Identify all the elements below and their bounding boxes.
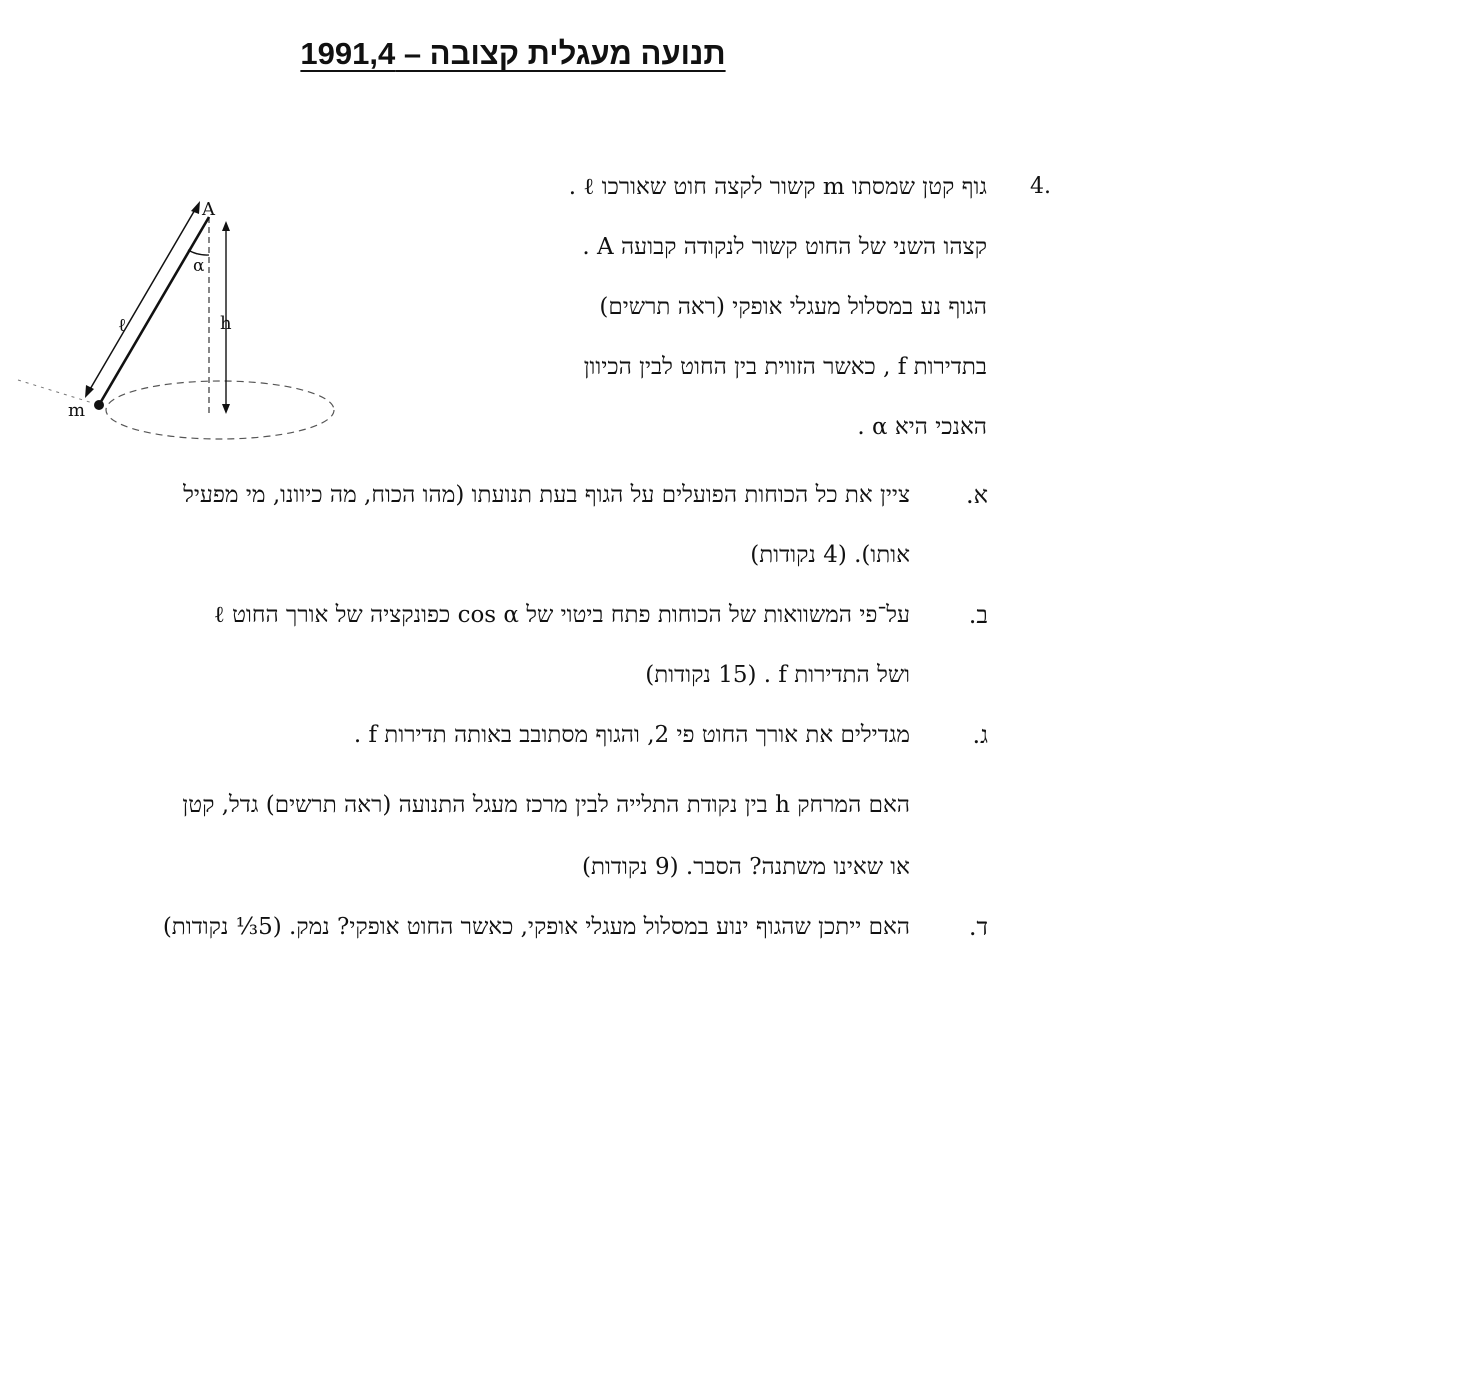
part-b-letter: ב. (968, 601, 988, 629)
label-h: h (220, 313, 232, 334)
length-arrow-line (89, 208, 196, 391)
label-l: ℓ (118, 315, 127, 336)
length-arrow-head-bottom (85, 385, 94, 398)
part-c-line-2: האם המרחק h בין נקודת התלייה לבין מרכז מעגל התנועה (ראה תרשים) גדל, קטן (182, 792, 910, 818)
label-alpha: α (193, 256, 205, 276)
label-m: m (68, 400, 86, 421)
mass-dot (94, 400, 104, 410)
height-arrow-head-bottom (222, 404, 230, 414)
string (99, 217, 209, 405)
part-c-line-1: מגדילים את אורך החוט פי 2, והגוף מסתובב באותה תדירות f . (353, 722, 910, 748)
part-b-line-1: על־פי המשוואות של הכוחות פתח ביטוי של cos α כפונקציה של אורך החוט ℓ (213, 602, 910, 628)
part-d-line-1: האם ייתכן שהגוף ינוע במסלול מעגלי אופקי, כאשר החוט אופקי? נמק. (5⅓ נקודות) (162, 914, 910, 940)
intro-line-4: בתדירות f , כאשר הזווית בין החוט לבין הכיוון (583, 354, 987, 380)
orbit-ellipse (106, 381, 334, 439)
conical-pendulum-diagram (10, 195, 340, 445)
page-title: תנועה מעגלית קצובה – 1991,4 (300, 36, 726, 71)
part-a-letter: א. (965, 481, 988, 509)
part-c-letter: ג. (972, 721, 988, 749)
part-b-line-2: ושל התדירות f . (15 נקודות) (645, 662, 910, 688)
height-arrow-head-top (222, 221, 230, 231)
question-number: 4. (1030, 174, 1051, 199)
part-a-line-1: ציין את כל הכוחות הפועלים על הגוף בעת תנועתו (מהו הכוח, מה כיוונו, מי מפעיל (183, 482, 910, 508)
part-a-line-2: אותו). (4 נקודות) (750, 542, 910, 568)
intro-line-2: קצהו השני של החוט קשור לנקודה קבועה A . (582, 234, 987, 260)
angle-arc (188, 250, 209, 255)
part-c-line-3: או שאינו משתנה? הסבר. (9 נקודות) (582, 854, 910, 880)
part-d-letter: ד. (968, 913, 988, 941)
intro-line-3: הגוף נע במסלול מעגלי אופקי (ראה תרשים) (599, 294, 987, 320)
intro-line-5: האנכי היא α . (857, 414, 987, 440)
label-A: A (202, 199, 215, 220)
intro-line-1: גוף קטן שמסתו m קשור לקצה חוט שאורכו ℓ . (568, 174, 987, 200)
length-arrow-head-top (191, 201, 200, 214)
